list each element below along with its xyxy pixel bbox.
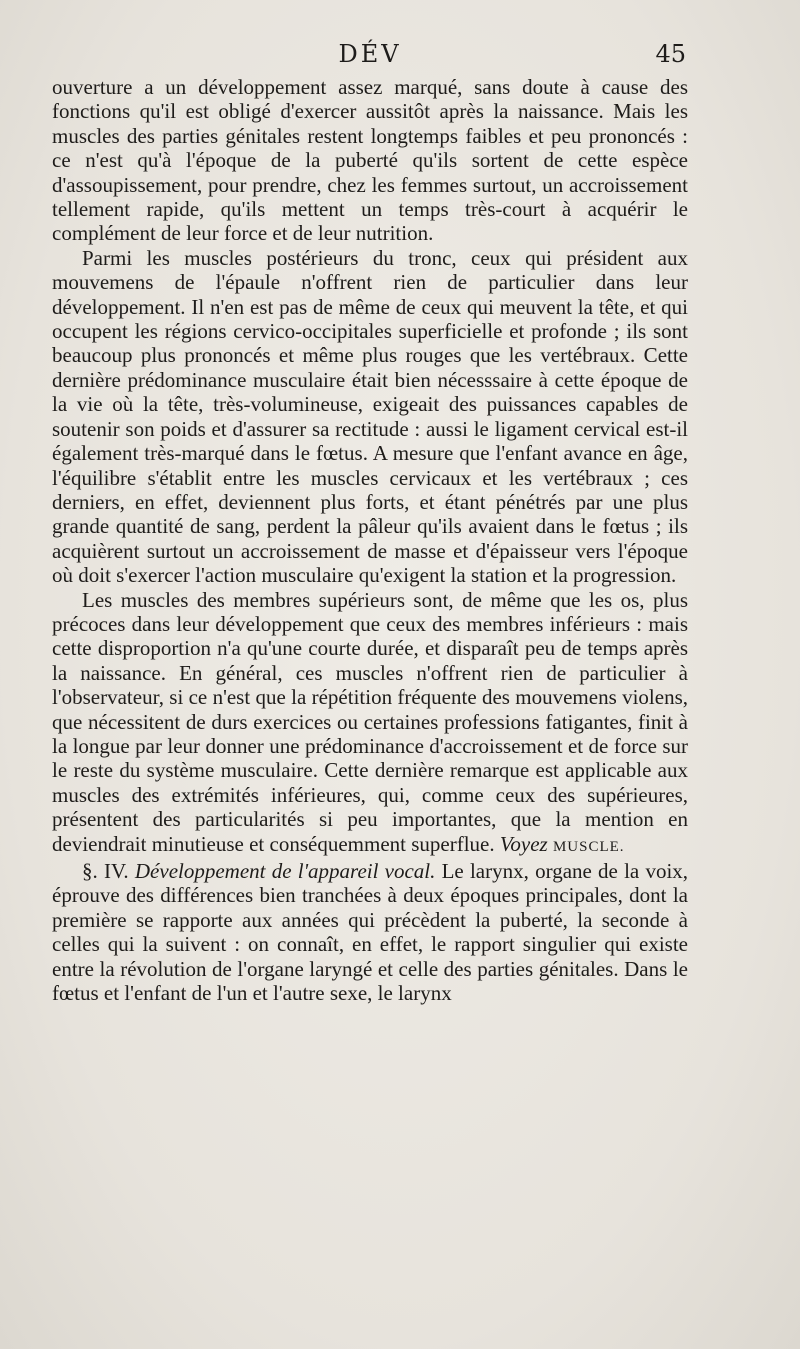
- body-text: [52, 75, 688, 1005]
- page-header: [52, 40, 688, 76]
- page-number: 45: [655, 40, 686, 68]
- voyez-reference: Voyez: [499, 831, 548, 856]
- paragraph-3-text: Les muscles des membres supérieurs sont, de même que les os, plus précoces dans leur développement que ceux des membres inférieurs : mais cette disproportion n'a qu'une courte durée, et disparaît peu de temps après la naissance. En général, ces muscles n'offrent rien de particulier à l'observateur, si ce n'est que la répétition fréquente des mouvemens violens, que nécessitent de durs exercices ou certaines professions fatigantes, finit à la longue par leur donner une prédominance d'accroissement et de force sur le reste du système musculaire. Cette dernière remarque est applicable aux muscles des extrémités inférieures, qui, comme ceux des supérieures, présentent des particularités si peu importantes, que la mention en deviendrait minutieuse et conséquemment superflue.: [52, 587, 688, 856]
- section-number: §. IV.: [82, 859, 129, 883]
- paragraph-3: [52, 588, 688, 859]
- paragraph-2: Parmi les muscles postérieurs du tronc, ceux qui président aux mouvemens de l'épaule n'offrent rien de particulier dans leur développement. Il n'en est pas de même de ceux qui meuvent la tête, et qui occupent les régions cervico-occipitales superficielle et profonde ; ils sont beaucoup plus prononcés et même plus rouges que les vertébraux. Cette dernière prédominance musculaire était bien nécesssaire à cette époque de la vie où la tête, très-volumineuse, exigeait des puissances capables de soutenir son poids et d'assurer sa rectitude : aussi le ligament cervical est-il également très-marqué dans le fœtus. A mesure que l'enfant avance en âge, l'équilibre s'établit entre les muscles cervicaux et les vertébraux ; ces derniers, en effet, deviennent plus forts, et étant pénétrés par une plus grande quantité de sang, perdent la pâleur qu'ils avaient dans le fœtus ; ils acquièrent surtout un accroissement de masse et d'épaisseur vers l'époque où doit s'exercer l'action musculaire qu'exigent la station et la progression.: [52, 245, 688, 588]
- running-head: DÉV: [338, 40, 402, 68]
- section-title: Développement de l'appareil vocal.: [134, 859, 436, 883]
- paragraph-1: ouverture a un développement assez marqué, sans doute à cause des fonctions qu'il est obligé d'exercer aussitôt après la naissance. Mais les muscles des parties génitales restent longtemps faibles et peu prononcés : ce n'est qu'à l'époque de la puberté qu'ils sortent de cette espèce d'assoupissement, pour prendre, chez les femmes surtout, un accroissement tellement rapide, qu'ils mettent un temps très-court à acquérir le complément de leur force et de leur nutrition.: [52, 75, 688, 246]
- paragraph-4: [52, 859, 688, 1005]
- paragraph-4-text: Le larynx, organe de la voix, éprouve des différences bien tranchées à deux époques principales, dont la première se rapporte aux années qui précèdent la puberté, la seconde à celles qui la suivent : on connaît, en effet, le rapport singulier qui existe entre la révolution de l'organe laryngé et celle des parties génitales. Dans le fœtus et l'enfant de l'un et l'autre sexe, le larynx: [52, 859, 689, 1006]
- muscle-reference: MUSCLE.: [552, 838, 625, 855]
